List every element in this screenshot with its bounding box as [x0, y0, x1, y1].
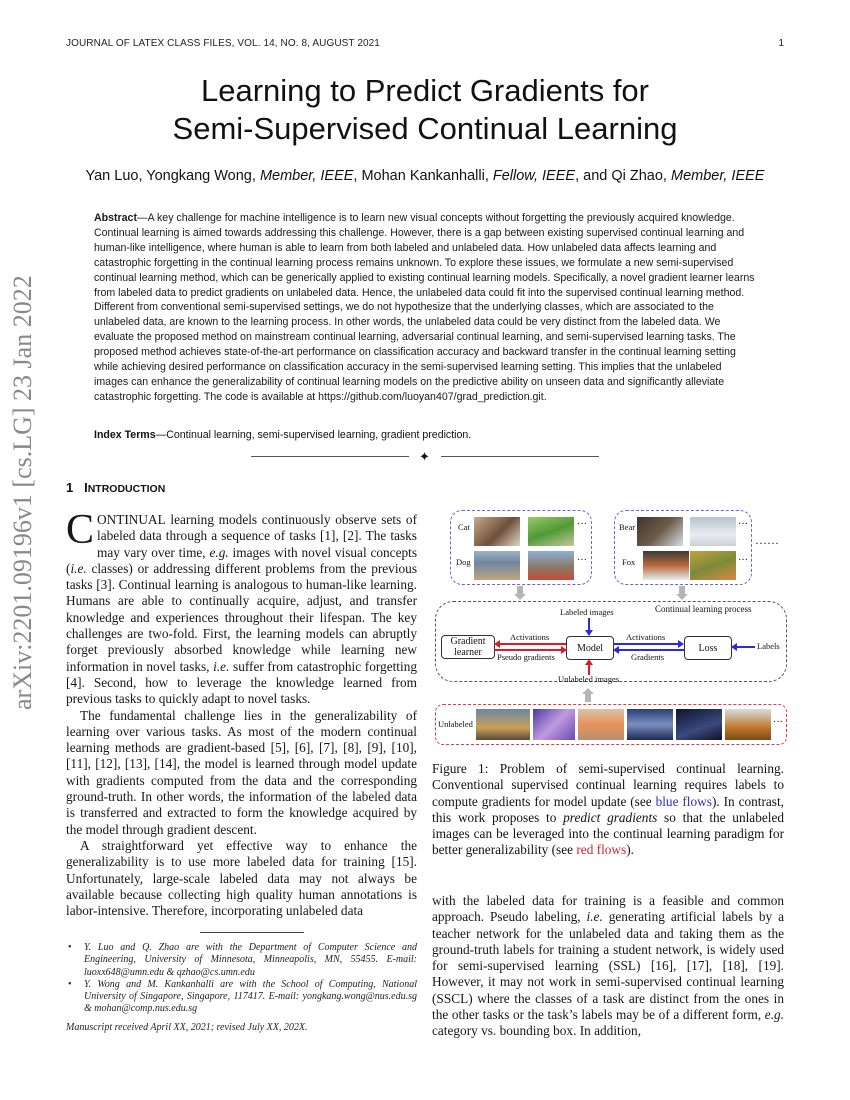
down-arrow-icon [517, 586, 523, 594]
running-head: JOURNAL OF LATEX CLASS FILES, VOL. 14, NO. 8, AUGUST 2021 [66, 38, 380, 49]
section-heading [66, 480, 165, 495]
caption-blue-flows: blue flows [655, 793, 712, 809]
dog-image-2 [528, 551, 574, 580]
more-images-ellipsis: ··· [577, 519, 587, 530]
red-activations-label: Activations [510, 632, 550, 642]
right-column-body [432, 893, 784, 1040]
text-run: e.g. [764, 1007, 784, 1023]
unlabeled-image-city [627, 709, 673, 740]
unlabeled-image-tea [725, 709, 771, 740]
labeled-images-label: Labeled images [560, 607, 614, 617]
caption-red-flows: red flows [576, 842, 627, 858]
intro-paragraph-1 [66, 507, 418, 708]
text-run: e.g. [209, 544, 229, 560]
separator-diamond-icon: ✦ [419, 449, 430, 464]
footnote-item: • Y. Luo and Q. Zhao are with the Department of Computer Science and Engineering, University of Minnesota, Minneapolis, MN, 55455. E-mail: luoxx648@umn.edu & qzhao@cs.umn.edu [84, 942, 417, 979]
arrow-head-icon [494, 640, 500, 648]
index-terms [94, 429, 756, 441]
arrow-head-icon [561, 646, 567, 654]
pseudo-gradients-label: Pseudo gradients [497, 652, 555, 662]
cat-image-2 [528, 517, 574, 546]
separator-line-right [441, 456, 599, 457]
author-text: , Mohan Kankanhalli, [353, 168, 493, 184]
bear-image-2 [690, 517, 736, 546]
bear-image-1 [637, 517, 683, 546]
title-line-1: Learning to Predict Gradients for [200, 73, 650, 108]
blue-activations-label: Activations [626, 632, 666, 642]
caption-text: so that the unlabeled images can be leveraged into the continual learning paradigm for better generalizability (see [432, 809, 784, 858]
unlabeled-image-pyramids [476, 709, 530, 740]
fox-image-2 [690, 551, 736, 580]
blue-activations-arrow [613, 643, 679, 645]
loss-node: Loss [684, 636, 732, 660]
gradient-learner-node: Gradient learner [441, 635, 495, 659]
title-line-2: Semi-Supervised Continual Learning [172, 111, 678, 146]
author-text: Yan Luo, Yongkang Wong, [85, 168, 260, 184]
arrow-head-icon [613, 646, 619, 654]
text-run: category vs. bounding box. In addition, [432, 1023, 642, 1039]
drop-cap: C [66, 507, 95, 553]
figure-caption [432, 761, 784, 859]
author-list [0, 168, 850, 184]
arrow-head-icon [731, 643, 737, 651]
more-images-ellipsis: ··· [577, 555, 587, 566]
paper-title [0, 72, 850, 148]
unlabeled-images-label: Unlabeled images [558, 674, 620, 684]
class-label-fox: Fox [622, 557, 636, 567]
class-label-bear: Bear [619, 522, 636, 532]
index-terms-label: Index Terms [94, 429, 156, 441]
page-number: 1 [778, 38, 784, 49]
footnote-item: • Y. Wong and M. Kankanhalli are with the School of Computing, National University of Singapore, Singapore, 117417. E-mail: yongkang.wong@nus.edu.sg & mohan@comp.nus.edu.sg [84, 979, 417, 1016]
caption-text: ). In contrast, this work proposes to [432, 793, 785, 825]
text-run: i.e. [70, 560, 87, 576]
text-run: i.e. [586, 909, 603, 925]
class-label-dog: Dog [456, 557, 471, 567]
caption-text: ). [626, 842, 634, 858]
abstract-text: —A key challenge for machine intelligence is to learn new visual concepts without forgetting the previously acquired knowledge. Continual learning is aimed towards addressing this challenge. However, there is a gap between existing supervised continual learning and human-like intelligence, where human is able to learn from both labeled and unlabeled data. How unlabeled data affects learning and catastrophic forgetting in the continual learning process remains unknown. To explore these issues, we formulate a new semi-supervised continual learning method, which can be generically applied to existing continual learning models. Specifically, a novel gradient learner learns from labeled data to predict gradients on unlabeled data. Hence, the unlabeled data could fit into the supervised continual learning method. Different from conventional semi-supervised settings, we do not hypothesize that the underlying classes, which are associated to the unlabeled data, are known to the learning process. In other words, the unlabeled data could be very distinct from the labeled data. We evaluate the proposed method on mainstream continual learning, adversarial continual learning, and semi-supervised learning tasks. The proposed method achieves state-of-the-art performance on classification accuracy and backward transfer in the continual learning setting while achieving desired performance on classification accuracy in the semi-supervised learning setting. This implies that the unlabeled images can enhance the generalizability of continual learning models on the predictive ability on unseen data and significantly alleviate catastrophic forgetting. The code is available at https://github.com/luoyan407/grad_prediction.git. [94, 212, 755, 403]
text-run: i.e. [213, 658, 230, 674]
fox-image-1 [643, 551, 689, 580]
abstract [94, 211, 756, 405]
unlabeled-image-sushi [578, 709, 624, 740]
text-run: generating artificial labels by a teacher network for the unlabeled data and taking them as the ground-truth labels for training a student network, is widely used for semi-supervised learning (SSL) [16], [17], [18], [19]. However, it may not work in semi-supervised continual learning (SSCL) where the classes of a task are distinct from the ones in the other tasks or the task’s labels may be of a different form, [432, 909, 784, 1023]
class-label-cat: Cat [458, 522, 470, 532]
text-run: suffer from catastrophic forgetting [4]. Second, how to leverage the knowledge learned from previous tasks to quickly adapt to novel tasks. [66, 658, 417, 707]
red-activations-arrow [498, 643, 566, 645]
dog-image-1 [474, 551, 520, 580]
smallcaps-word: ONTINUAL [97, 512, 166, 527]
process-title: Continual learning process [655, 604, 752, 614]
intro-paragraph-2: The fundamental challenge lies in the generalizability of learning over various tasks. As most of the modern continual learning methods are gradient-based [5], [6], [7], [8], [9], [10], [11], [12], [13], [14], the model is learned through model update with gradients computed from the data and the corresponding ground-truth. In other words, the information of the labeled data is transferred and extracted to form the knowledge acquired by the model through gradient descent. [66, 707, 417, 837]
abstract-label: Abstract [94, 212, 137, 224]
unlabeled-row-label: Unlabeled [438, 719, 473, 729]
text-run: images with novel visual concepts ( [66, 544, 418, 576]
cat-image-1 [474, 517, 520, 546]
gradients-label: Gradients [631, 652, 665, 662]
more-tasks-ellipsis: ······ [755, 536, 779, 550]
separator-line-left [251, 456, 409, 457]
left-column-body [66, 507, 418, 919]
more-images-ellipsis: ··· [773, 717, 783, 728]
labels-arrow [736, 646, 755, 648]
more-images-ellipsis: ··· [738, 519, 748, 530]
index-terms-text: —Continual learning, semi-supervised learning, gradient prediction. [155, 429, 472, 441]
section-title-rest: NTRODUCTION [87, 483, 166, 495]
author-role: Fellow, IEEE [492, 168, 576, 184]
section-number: 1 [66, 480, 74, 495]
model-node: Model [566, 636, 614, 660]
red-pseudo-gradients-arrow [494, 649, 562, 651]
footnote-rule [200, 932, 304, 933]
text-run: classes) or addressing different problems from the previous tasks [3]. Continual learning is analogous to human-like learning. Humans are able to continually acquire, adjust, and transfer knowledge and experiences throughout their lifespan. The key challenges are two-fold. First, the learning models can abruptly forget previously absorbed knowledge while learning new information in novel tasks, [66, 560, 417, 674]
footnotes [66, 942, 417, 1034]
text-run: with the labeled data for training is a feasible and common approach. Pseudo labeling, [432, 893, 784, 925]
author-text: , and Qi Zhao, [575, 168, 671, 184]
figure-1 [432, 477, 788, 749]
arrow-head-icon [678, 640, 684, 648]
arrow-head-icon [585, 659, 593, 665]
blue-gradients-arrow [618, 649, 684, 651]
caption-text: Figure 1: Problem of semi-supervised continual learning. Conventional supervised continual learning requires labels to compute gradients for model update (see [432, 761, 784, 809]
more-images-ellipsis: ··· [738, 555, 748, 566]
text-run: learning models continuously observe sets of labeled data through a sequence of tasks [1], [2]. The tasks may vary over time, [97, 512, 417, 560]
author-role: Member, IEEE [671, 168, 765, 184]
unlabeled-image-night-sky [676, 709, 722, 740]
arxiv-stamp: arXiv:2201.09196v1 [cs.LG] 23 Jan 2022 [8, 275, 37, 710]
unlabeled-image-coral [533, 709, 575, 740]
labels-label: Labels [757, 641, 780, 651]
caption-italic: predict gradients [563, 809, 658, 825]
down-arrow-icon [679, 586, 685, 594]
manuscript-note: Manuscript received April XX, 2021; revised July XX, 202X. [66, 1021, 308, 1033]
section-title-initial: I [84, 480, 88, 495]
intro-paragraph-3: A straightforward yet effective way to enhance the generalizability is to use more labeled data for training [15]. Unfortunately, large-scale labeled data may not always be available because collecting high quality human annotations is labor-intensive. Therefore, incorporating unlabeled data [66, 837, 417, 919]
up-arrow-icon [585, 694, 591, 702]
author-role: Member, IEEE [259, 168, 354, 184]
